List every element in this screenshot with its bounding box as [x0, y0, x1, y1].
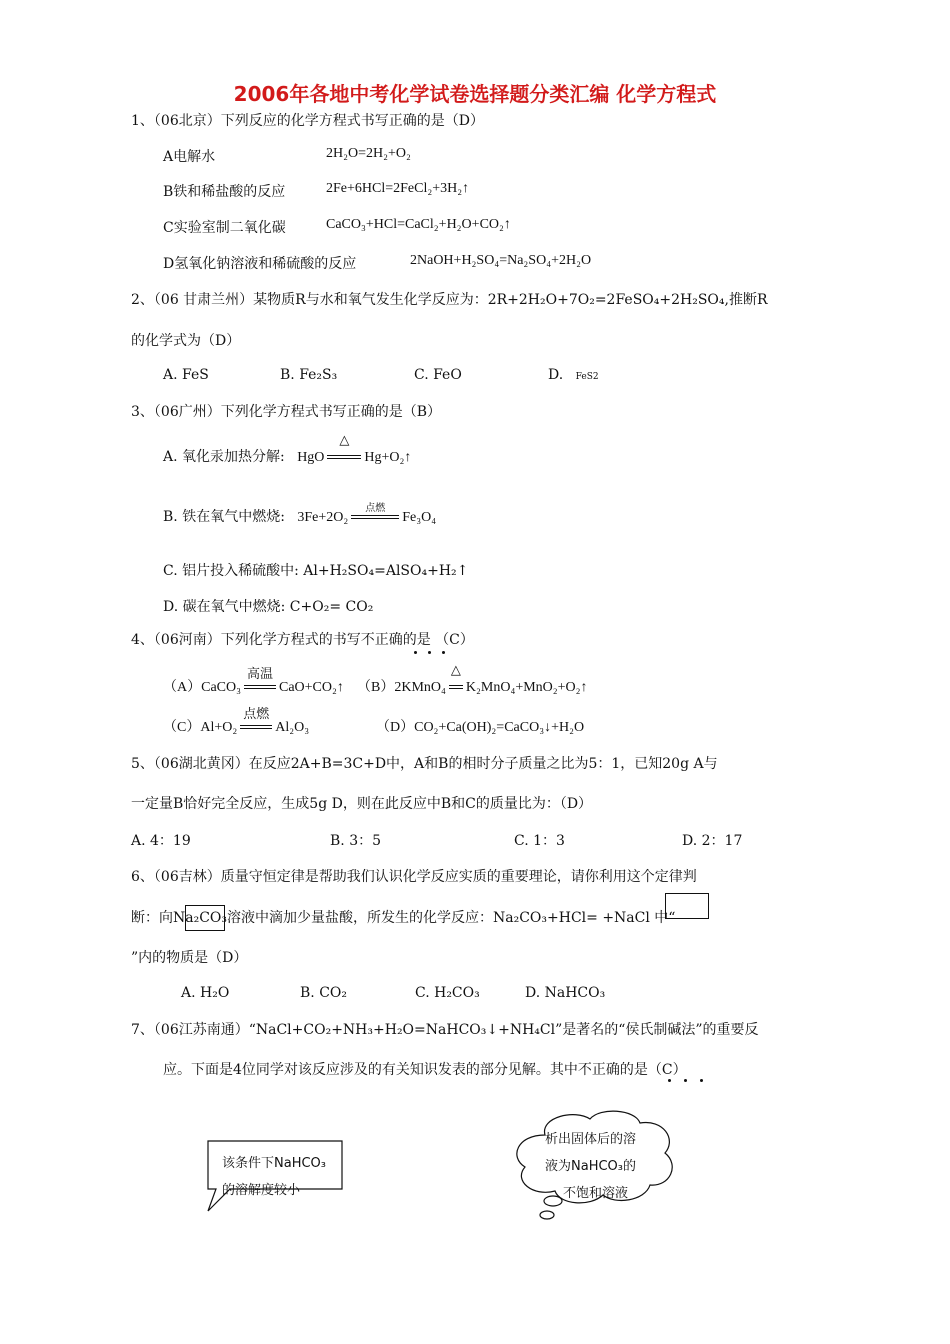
heat-symbol: △ [339, 433, 350, 448]
q1-option-c-equation: CaCO₃+HCl=CaCl₂+H₂O+CO₂↑ [326, 217, 511, 232]
q4-option-c-right: Al₂O₃ [275, 720, 310, 735]
question-1-stem: 1、（06北京）下列反应的化学方程式书写正确的是（D） [131, 113, 484, 129]
q3-option-d: D. 碳在氧气中燃烧: C+O₂= CO₂ [163, 599, 374, 615]
q4-option-a-condition [244, 667, 276, 695]
q4-option-b [357, 663, 588, 696]
condition-text: 高温 [246, 667, 273, 682]
emphasis-dot [700, 1079, 703, 1082]
q4-option-b-right: K₂MnO₄+MnO₂+O₂↑ [465, 680, 588, 695]
q1-option-d-label: D氢氧化钠溶液和稀硫酸的反应 [163, 256, 357, 272]
question-6-stem-line1: 6、（06吉林）质量守恒定律是帮助我们认识化学反应实质的重要理论，请你利用这个定律判 [131, 869, 697, 885]
q6-option-a: A. H₂O [181, 985, 230, 1001]
q2-option-c: C. FeO [414, 367, 462, 383]
double-line [240, 725, 272, 729]
q4-option-c-condition [240, 707, 272, 735]
q3-option-a-label: A. 氧化汞加热分解: [163, 449, 285, 465]
emphasis-dot [414, 651, 417, 654]
q4-option-b-condition [449, 663, 463, 695]
q4-option-b-left: （B）2KMnO₄ [357, 680, 446, 695]
q5-option-d: D. 2：17 [682, 833, 743, 849]
q3-option-c: C. 铝片投入稀硫酸中: Al+H₂SO₄=AlSO₄+H₂↑ [163, 563, 469, 579]
condition-text: 点燃 [243, 707, 270, 722]
q3-option-b-label: B. 铁在氧气中燃烧: [163, 509, 285, 525]
q5-option-b: B. 3：5 [330, 833, 382, 849]
question-2-stem-line1: 2、（06 甘肃兰州）某物质R与水和氧气发生化学反应为：2R+2H₂O+7O₂=2FeSO₄+2H₂SO₄,推断R [131, 292, 768, 308]
callout-2-line1: 析出固体后的溶 [545, 1132, 637, 1147]
q3-option-b-left: 3Fe+2O₂ [297, 510, 349, 525]
double-line [244, 685, 276, 689]
highlight-box [185, 905, 225, 931]
callout-2-line3: 不饱和溶液 [563, 1186, 629, 1201]
callout-1-line1: 该条件下NaHCO₃ [222, 1156, 326, 1171]
question-6-stem-line3: ”内的物质是（D） [131, 950, 248, 966]
emphasis-dot [668, 1079, 671, 1082]
q5-option-c: C. 1：3 [514, 833, 565, 849]
q1-option-c-label: C实验室制二氧化碳 [163, 220, 286, 236]
question-4-stem: 4、（06河南）下列化学方程式的书写不正确的是 （C） [131, 632, 474, 648]
double-line [327, 455, 361, 459]
double-line [351, 515, 399, 519]
q2-option-d-prefix: D. [548, 367, 564, 383]
q3-option-a-condition [327, 433, 361, 465]
q2-option-b: B. Fe₂S₃ [280, 367, 338, 383]
page-title: 2006年各地中考化学试卷选择题分类汇编 化学方程式 [233, 82, 717, 106]
q1-option-b-label: B铁和稀盐酸的反应 [163, 184, 286, 200]
q3-option-a [163, 433, 412, 466]
question-5-stem-line2: 一定量B恰好完全反应，生成5g D，则在此反应中B和C的质量比为：（D） [131, 796, 593, 812]
question-5-stem-line1: 5、（06湖北黄冈）在反应2A+B=3C+D中，A和B的相时分子质量之比为5：1，已知20g A与 [131, 756, 718, 772]
q1-option-d-equation: 2NaOH+H₂SO₄=Na₂SO₄+2H₂O [410, 253, 592, 268]
q1-option-a-equation: 2H₂O=2H₂+O₂ [326, 146, 411, 161]
q5-option-a: A. 4：19 [131, 833, 191, 849]
speech-box-shape [200, 1135, 350, 1215]
double-line [449, 685, 463, 689]
q2-option-d [548, 367, 599, 383]
q6-option-d: D. NaHCO₃ [525, 985, 606, 1001]
q3-option-b-condition [351, 503, 399, 525]
q3-option-b-right: Fe₃O₄ [402, 510, 437, 525]
callout-1-line2: 的溶解度较小 [222, 1183, 301, 1198]
callout-2-line2: 液为NaHCO₃的 [545, 1159, 636, 1174]
q6-option-c: C. H₂CO₃ [415, 985, 480, 1001]
q3-option-a-left: HgO [297, 450, 325, 465]
emphasis-dot [428, 651, 431, 654]
answer-blank-box [665, 893, 709, 919]
q1-option-b-equation: 2Fe+6HCl=2FeCl₂+3H₂↑ [326, 181, 470, 196]
question-3-stem: 3、（06广州）下列化学方程式书写正确的是（B） [131, 404, 442, 420]
question-7-stem-line1: 7、（06江苏南通）“NaCl+CO₂+NH₃+H₂O=NaHCO₃↓+NH₄Cl”是著名的“侯氏制碱法”的重要反 [131, 1022, 759, 1038]
q4-option-d: （D）CO₂+Ca(OH)₂=CaCO₃↓+H₂O [376, 720, 585, 735]
q6-option-b: B. CO₂ [300, 985, 347, 1001]
q3-option-b [163, 503, 437, 526]
question-2-stem-line2: 的化学式为（D） [131, 333, 241, 349]
q3-option-a-right: Hg+O₂↑ [364, 450, 412, 465]
question-7-stem-line2: 应。下面是4位同学对该反应涉及的有关知识发表的部分见解。其中不正确的是（C） [163, 1062, 687, 1078]
q4-option-a-left: （A）CaCO₃ [163, 680, 241, 695]
q4-option-a [163, 667, 344, 696]
q2-option-a: A. FeS [163, 367, 209, 383]
q1-option-a-label: A电解水 [163, 149, 216, 165]
heat-symbol: △ [450, 663, 461, 678]
q4-option-c-left: （C）Al+O₂ [163, 720, 238, 735]
condition-text: 点燃 [365, 503, 386, 514]
question-6-stem-line2: 断：向Na₂CO₃溶液中滴加少量盐酸，所发生的化学反应：Na₂CO₃+HCl= +NaCl 中“ [131, 910, 676, 926]
emphasis-dot [442, 651, 445, 654]
q4-option-a-right: CaO+CO₂↑ [279, 680, 344, 695]
q4-option-c [163, 707, 310, 736]
emphasis-dot [684, 1079, 687, 1082]
q2-option-d-value: FeS2 [575, 372, 599, 382]
